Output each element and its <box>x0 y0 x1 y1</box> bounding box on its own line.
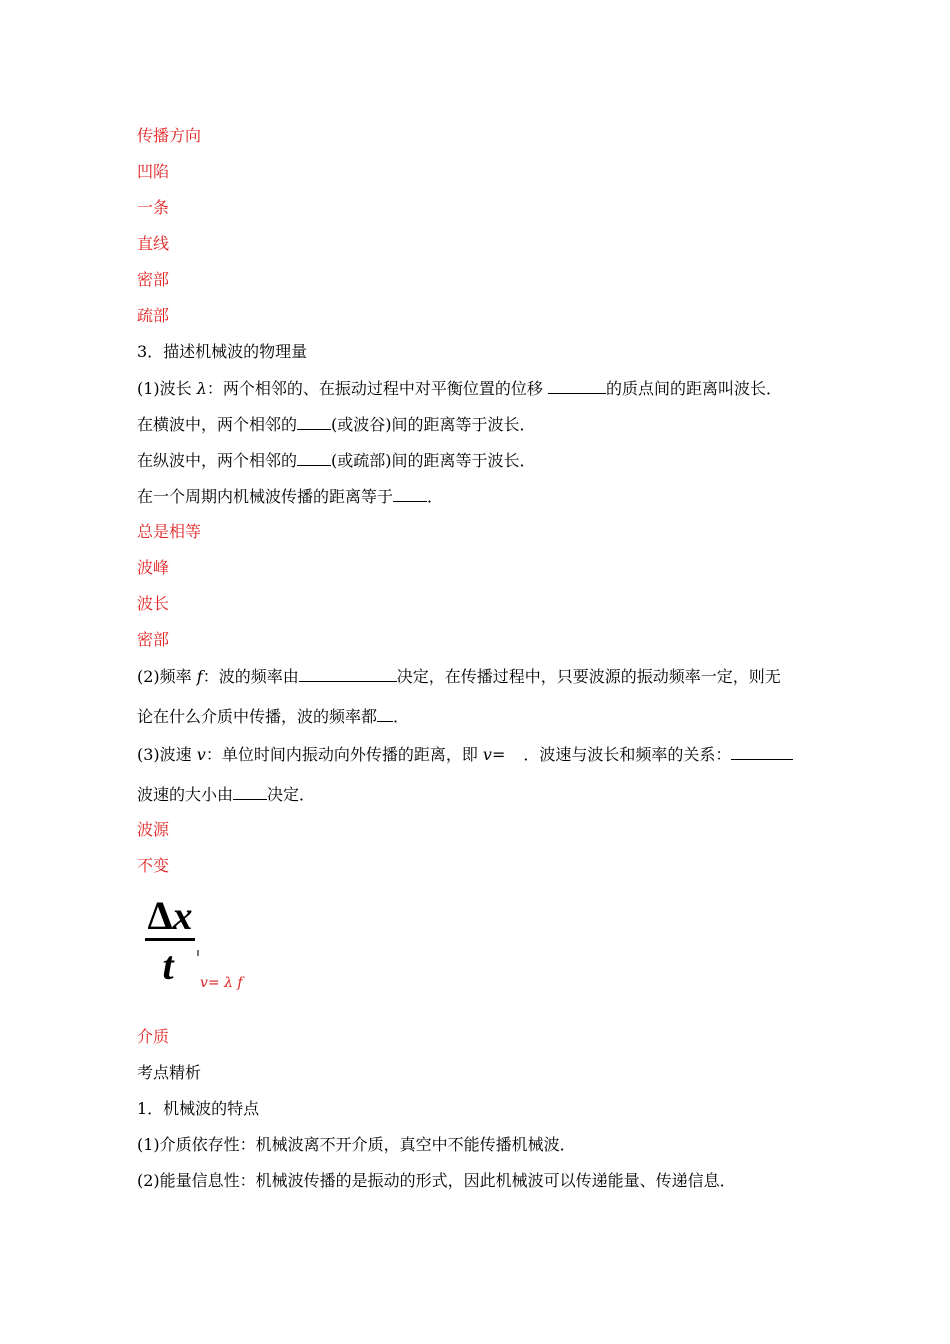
wavelength-paragraph <box>137 378 782 399</box>
paragraph-text: ． <box>427 487 444 506</box>
answer-text: 不变 <box>137 856 170 875</box>
fill-blank <box>297 450 331 466</box>
paragraph-text: ：单位时间内振动向外传播的距离，即 <box>205 745 483 764</box>
frequency-paragraph <box>137 666 781 687</box>
paragraph-text: (1)波长 <box>137 379 197 398</box>
f-symbol: f <box>196 667 203 686</box>
x-symbol: x <box>172 893 193 938</box>
answer-text: 一条 <box>137 198 170 217</box>
v-symbol: v <box>196 745 206 764</box>
answer-text: 波源 <box>137 820 170 839</box>
transverse-paragraph <box>137 414 536 435</box>
fill-blank <box>297 414 331 430</box>
paragraph-text: 的质点间的距离叫波长． <box>606 379 783 398</box>
lambda-symbol: λ <box>196 379 207 398</box>
v-equals: v= <box>482 745 506 764</box>
answer-text: 介质 <box>137 1027 170 1046</box>
paragraph-text: 决定． <box>267 785 316 804</box>
paragraph-text: 决定，在传播过程中，只要波源的振动频率一定，则无 <box>396 667 781 686</box>
paragraph-text: ：两个相邻的、在振动过程中对平衡位置的位移 <box>206 379 548 398</box>
answer-text: 疏部 <box>137 306 170 325</box>
analysis-title: 考点精析 <box>137 1063 202 1082</box>
section-title: 3．描述机械波的物理量 <box>137 342 308 361</box>
fraction-numerator <box>143 893 197 938</box>
analysis-paragraph: (1)介质依存性：机械波离不开介质，真空中不能传播机械波． <box>137 1135 576 1154</box>
fill-blank <box>731 744 793 760</box>
answer-text: 波峰 <box>137 558 170 577</box>
speed-paragraph-line2 <box>137 784 315 805</box>
paragraph-text: 在纵波中，两个相邻的 <box>137 451 298 470</box>
fill-blank <box>233 784 267 800</box>
answer-text: 波长 <box>137 594 170 613</box>
longitudinal-paragraph <box>137 450 536 471</box>
wave-speed-formula: v= λ f <box>200 975 243 991</box>
paragraph-text: 波速的大小由 <box>137 785 234 804</box>
paragraph-text: ．波速与波长和频率的关系： <box>523 745 732 764</box>
paragraph-text: 在横波中，两个相邻的 <box>137 415 298 434</box>
fraction-denominator: t <box>162 943 174 988</box>
fill-blank <box>548 378 606 394</box>
separator-mark <box>197 950 199 956</box>
fill-blank <box>299 666 397 682</box>
paragraph-text: 在一个周期内机械波传播的距离等于 <box>137 487 394 506</box>
fill-blank <box>377 706 393 722</box>
paragraph-text: (3)波速 <box>137 745 197 764</box>
delta-x-over-t-fraction <box>143 893 197 988</box>
analysis-paragraph: (2)能量信息性：机械波传播的是振动的形式，因此机械波可以传递能量、传递信息． <box>137 1171 736 1190</box>
fill-blank <box>393 486 427 502</box>
paragraph-text: 论在什么介质中传播，波的频率都 <box>137 707 378 726</box>
paragraph-text: (2)频率 <box>137 667 197 686</box>
period-paragraph <box>137 486 443 507</box>
fraction-bar <box>145 938 195 941</box>
paragraph-text: ：波的频率由 <box>202 667 299 686</box>
speed-paragraph <box>137 744 793 765</box>
paragraph-text: (或波谷)间的距离等于波长． <box>331 415 536 434</box>
frequency-paragraph-line2 <box>137 706 409 727</box>
answer-text: 总是相等 <box>137 522 202 541</box>
answer-text: 密部 <box>137 630 170 649</box>
answer-text: 凹陷 <box>137 162 170 181</box>
answer-text: 传播方向 <box>137 126 202 145</box>
delta-symbol: Δ <box>147 893 173 938</box>
answer-text: 密部 <box>137 270 170 289</box>
answer-text: 直线 <box>137 234 170 253</box>
paragraph-text: (或疏部)间的距离等于波长． <box>331 451 536 470</box>
paragraph-text: ． <box>393 707 410 726</box>
analysis-item-title: 1．机械波的特点 <box>137 1099 260 1118</box>
